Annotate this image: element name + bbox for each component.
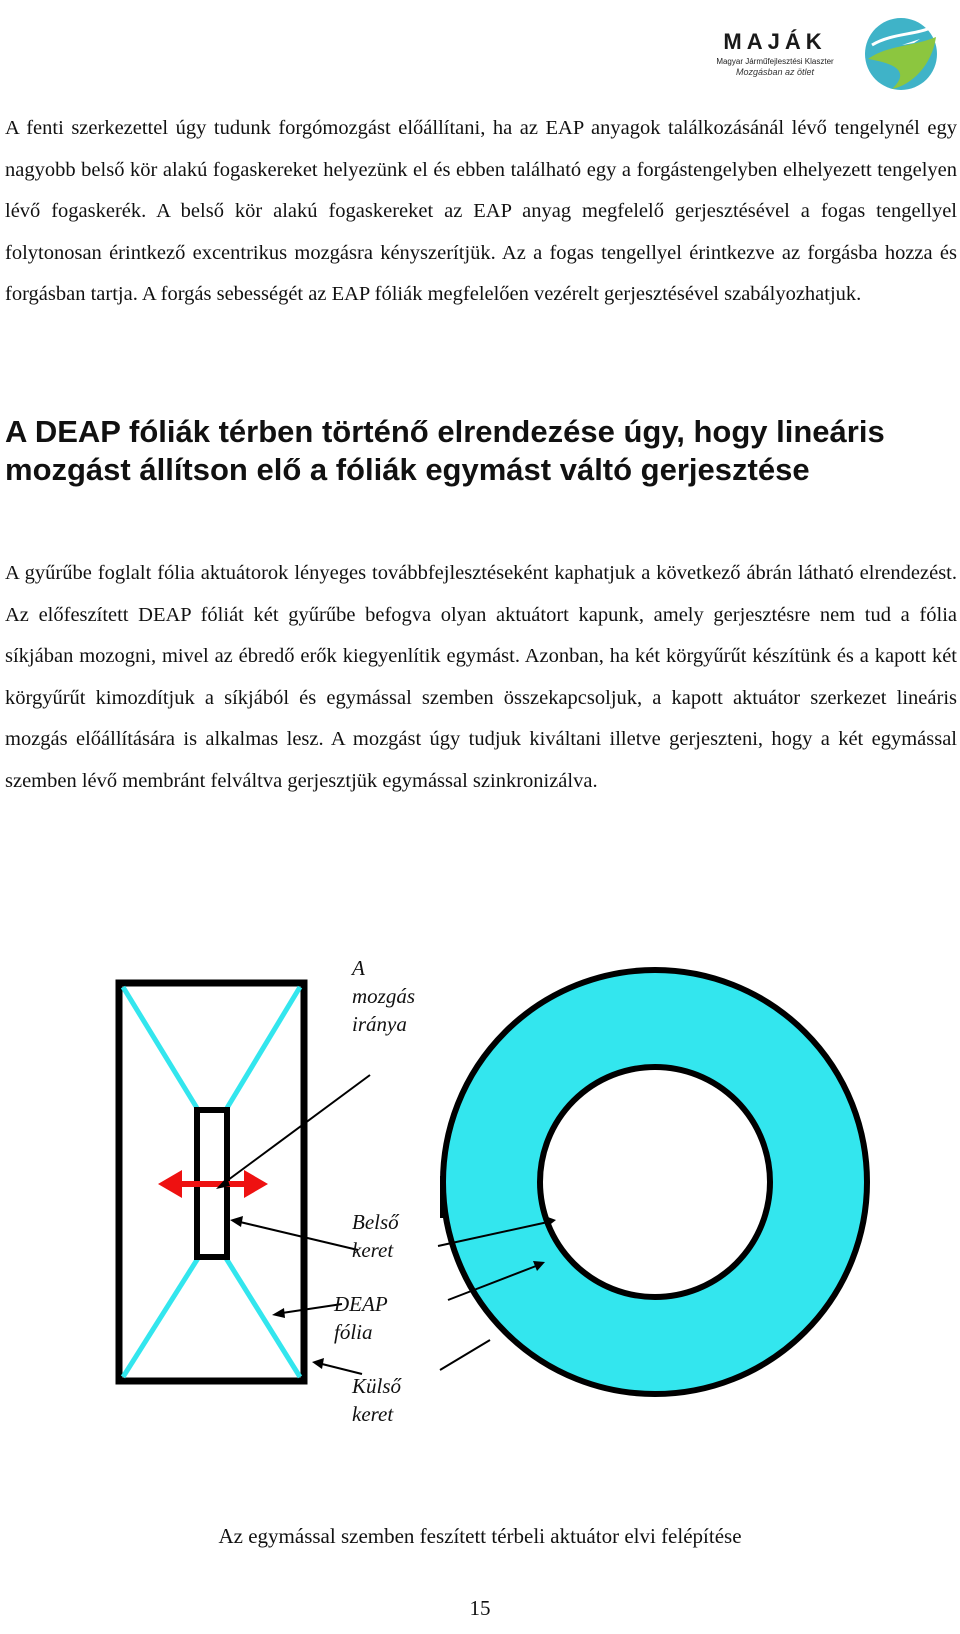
foil-line-bottom-left	[123, 1255, 200, 1377]
foil-line-top-right	[224, 987, 300, 1113]
label-outer-frame	[352, 1372, 401, 1428]
pointer-inner-frame-left	[240, 1222, 358, 1250]
majak-logo	[700, 15, 950, 80]
pointer-direction	[224, 1075, 370, 1183]
pointer-outer-frame-right	[440, 1340, 490, 1370]
actuator-diagram	[0, 950, 960, 1470]
actuator-diagram-svg	[0, 950, 960, 1470]
logo-title: MAJÁK	[723, 29, 827, 54]
pointer-inner-frame-left-head	[230, 1216, 243, 1227]
front-view	[440, 970, 867, 1394]
pointer-deap-foil-left	[282, 1304, 342, 1313]
label-outer-frame-line2: keret	[352, 1402, 394, 1426]
label-motion-direction-line3: iránya	[352, 1012, 407, 1036]
logo-globe-icon	[862, 15, 940, 93]
label-motion-direction	[352, 954, 415, 1038]
inner-frame-ring	[540, 1067, 770, 1297]
logo-slogan: Mozgásban az ötlet	[735, 67, 815, 77]
label-motion-direction-line2: mozgás	[352, 984, 416, 1008]
section-heading: A DEAP fóliák térben történő elrendezése úgy, hogy lineáris mozgást állítson elő a fóliák egymást váltó gerjesztése	[5, 414, 885, 487]
label-motion-direction-line1: A	[352, 956, 365, 980]
label-deap-foil	[334, 1290, 388, 1346]
label-deap-foil-line1: DEAP	[334, 1292, 388, 1316]
label-inner-frame-line1: Belső	[352, 1210, 399, 1234]
logo-text-group	[700, 29, 850, 77]
paragraph-rotation-mechanism: A fenti szerkezettel úgy tudunk forgómozgást előállítani, ha az EAP anyagok találkozásánál lévő tengelynél egy nagyobb belső kör alakú fogaskereket helyezünk el és ebben található egy a forgástengelyben elhelyezett tengelyen lévő fogaskerék. A belső kör alakú fogaskereket az EAP anyag megfelelő gerjesztésével a fogas tengellyel folytonosan érintkező excentrikus mozgásra kényszerítjük. Az a fogas tengellyel érintkezve az forgásba hozza és forgásban tartja. A forgás sebességét az EAP fóliák megfelelően vezérelt gerjesztésével szabályozhatjuk.	[5, 117, 957, 305]
paragraph-linear-actuator: A gyűrűbe foglalt fólia aktuátorok lényeges továbbfejlesztéseként kaphatjuk a következő ábrán látható elrendezést. Az előfeszített DEAP fóliát két gyűrűbe befogva olyan aktuátort kapunk, amely gerjesztésre nem tud a fólia síkjában mozogni, mivel az ébredő erők kiegyenlítik egymást. Azonban, ha két körgyűrűt készítünk és a kapott két körgyűrűt kimozdítjuk a síkjából és egymással szemben összekapcsoljuk, a kapott aktuátor szerkezet lineáris mozgás előállítására is alkalmas lesz. A mozgást úgy tudjuk kiváltani illetve gerjeszteni, hogy a két egymással szemben lévő membránt felváltva gerjesztjük egymással szinkronizálva.	[5, 562, 957, 792]
logo-subtitle: Magyar Járműfejlesztési Klaszter	[716, 57, 834, 66]
pointer-outer-frame-head	[312, 1358, 324, 1369]
foil-line-top-left	[123, 987, 200, 1113]
label-inner-frame	[352, 1208, 399, 1264]
side-view	[119, 983, 304, 1381]
page-number: 15	[469, 1596, 491, 1620]
label-deap-foil-line2: fólia	[334, 1320, 373, 1344]
label-outer-frame-line1: Külső	[352, 1374, 402, 1398]
label-inner-frame-line2: keret	[352, 1238, 394, 1262]
ring-mounting-bracket	[440, 1176, 446, 1218]
figure-caption: Az egymással szemben feszített térbeli aktuátor elvi felépítése	[218, 1524, 742, 1548]
pointer-deap-foil-left-head	[272, 1308, 285, 1318]
foil-line-bottom-right	[224, 1255, 300, 1377]
